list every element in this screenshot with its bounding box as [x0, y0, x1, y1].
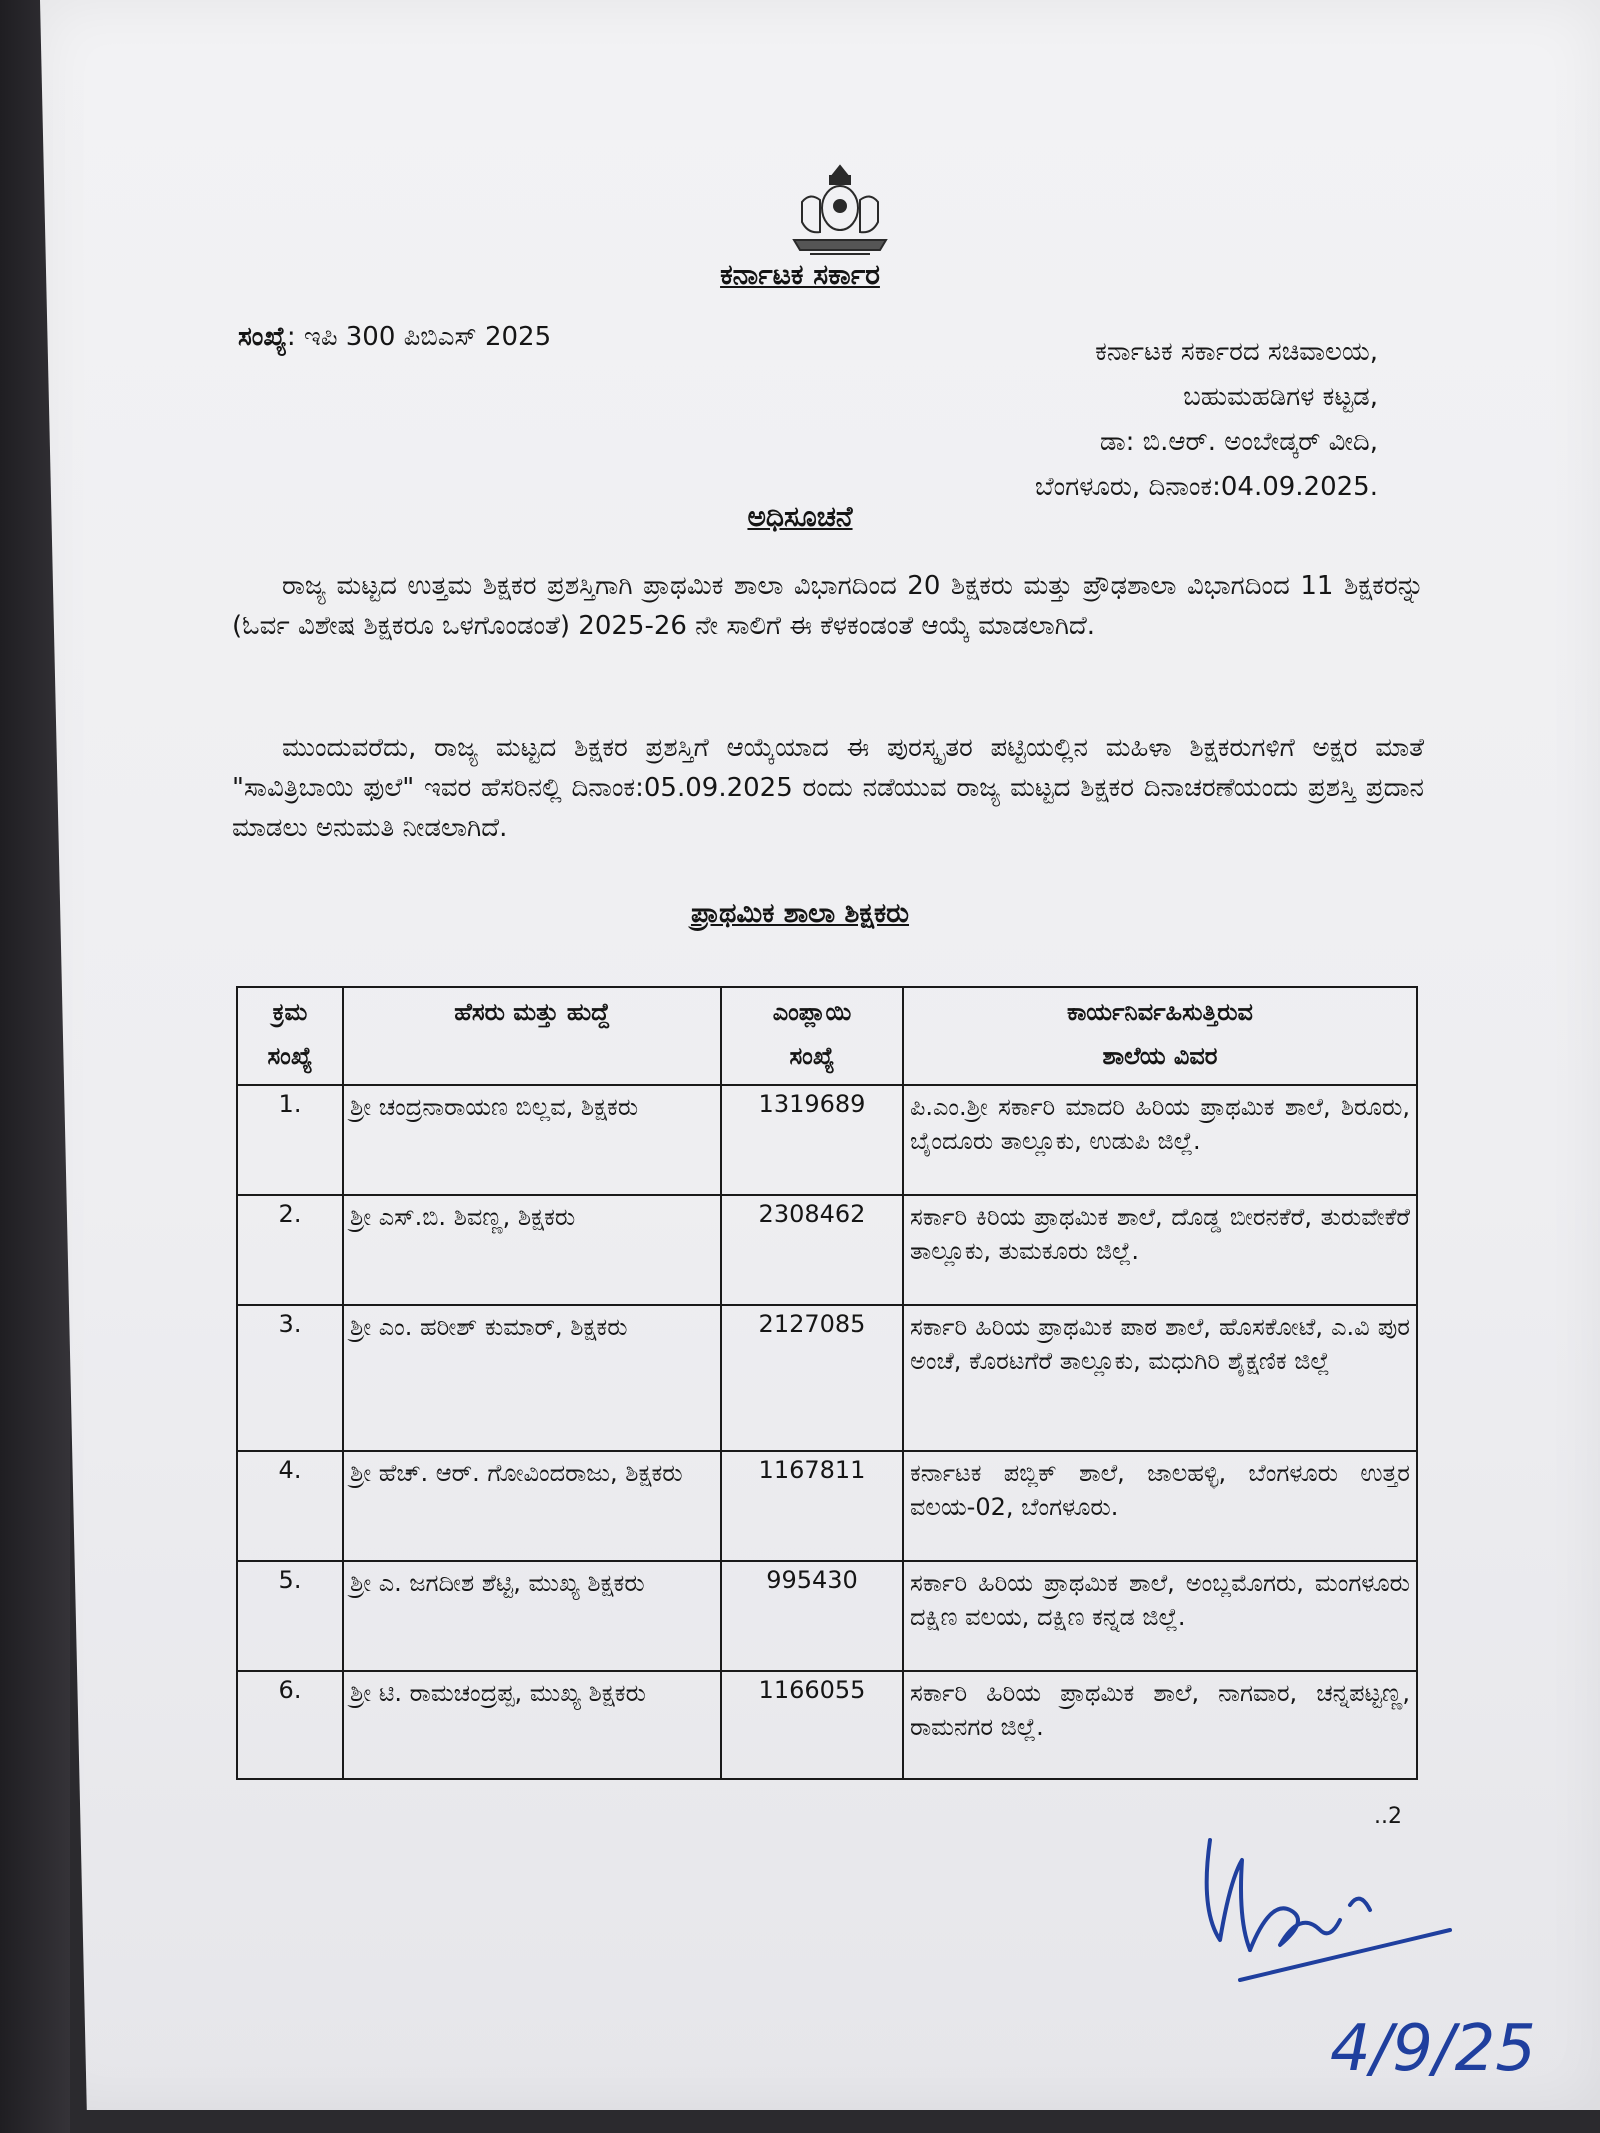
header-school: ಕಾರ್ಯನಿರ್ವಹಿಸುತ್ತಿರುವ ಶಾಲೆಯ ವಿವರ — [903, 987, 1417, 1085]
serial-cell: 4. — [237, 1451, 343, 1561]
notification-paragraph-1: ರಾಜ್ಯ ಮಟ್ಟದ ಉತ್ತಮ ಶಿಕ್ಷಕರ ಪ್ರಶಸ್ತಿಗಾಗಿ ಪ್ರಾಥಮಿಕ ಶಾಲಾ ವಿಭಾಗದಿಂದ 20 ಶಿಕ್ಷಕರು ಮತ್ತು ಪ್ರೌಢಶಾಲಾ ವಿಭಾಗದಿಂದ 11 ಶಿಕ್ಷಕರನ್ನು (ಓರ್ವ ವಿಶೇಷ ಶಿಕ್ಷಕರೂ ಒಳಗೊಂಡಂತೆ) 2025-26 ನೇ ಸಾಲಿಗೆ ಈ ಕೆಳಕಂಡಂತೆ ಆಯ್ಕೆ ಮಾಡಲಾಗಿದೆ. — [232, 571, 1424, 641]
table-row — [237, 1451, 1417, 1561]
employee-no-cell: 1319689 — [721, 1085, 903, 1195]
employee-no-cell: 2308462 — [721, 1195, 903, 1305]
address-line: ಬಹುಮಹಡಿಗಳ ಕಟ್ಟಡ, — [1183, 382, 1378, 412]
name-cell: ಶ್ರೀ ಹೆಚ್. ಆರ್. ಗೋವಿಂದರಾಜು, ಶಿಕ್ಷಕರು — [343, 1451, 721, 1561]
serial-cell: 3. — [237, 1305, 343, 1451]
notification-title: ಅಧಿಸೂಚನೆ — [747, 500, 853, 533]
school-cell: ಪಿ.ಎಂ.ಶ್ರೀ ಸರ್ಕಾರಿ ಮಾದರಿ ಹಿರಿಯ ಪ್ರಾಥಮಿಕ ಶಾಲೆ, ಶಿರೂರು, ಬೈಂದೂರು ತಾಲ್ಲೂಕು, ಉಡುಪಿ ಜಿಲ್ಲೆ. — [903, 1085, 1417, 1195]
table-row — [237, 1561, 1417, 1671]
serial-cell: 2. — [237, 1195, 343, 1305]
name-cell: ಶ್ರೀ ಎ. ಜಗದೀಶ ಶೆಟ್ಟಿ, ಮುಖ್ಯ ಶಿಕ್ಷಕರು — [343, 1561, 721, 1671]
handwritten-signature — [1180, 1820, 1536, 2120]
employee-no-cell: 1166055 — [721, 1671, 903, 1779]
employee-no-cell: 995430 — [721, 1561, 903, 1671]
table-row — [237, 1305, 1417, 1451]
school-cell: ಸರ್ಕಾರಿ ಹಿರಿಯ ಪ್ರಾಥಮಿಕ ಶಾಲೆ, ಅಂಬ್ಲಮೊಗರು, ಮಂಗಳೂರು ದಕ್ಷಿಣ ವಲಯ, ದಕ್ಷಿಣ ಕನ್ನಡ ಜಿಲ್ಲೆ. — [903, 1561, 1417, 1671]
page-continuation: ..2 — [1374, 1804, 1402, 1829]
name-cell: ಶ್ರೀ ಚಂದ್ರನಾರಾಯಣ ಬಿಲ್ಲವ, ಶಿಕ್ಷಕರು — [343, 1085, 721, 1195]
table-row — [237, 1195, 1417, 1305]
reference-value: : ಇಪಿ 300 ಪಿಬಿಎಸ್ 2025 — [286, 322, 552, 352]
section-title: ಪ್ರಾಥಮಿಕ ಶಾಲಾ ಶಿಕ್ಷಕರು — [690, 898, 910, 929]
state-emblem-icon — [780, 162, 900, 262]
serial-cell: 5. — [237, 1561, 343, 1671]
reference-number — [238, 322, 551, 353]
table-header-row — [237, 987, 1417, 1085]
header-employee-no: ಎಂಪ್ಲಾಯಿ ಸಂಖ್ಯೆ — [721, 987, 903, 1085]
serial-cell: 6. — [237, 1671, 343, 1779]
government-title: ಕರ್ನಾಟಕ ಸರ್ಕಾರ — [720, 258, 880, 291]
address-date-line: ಬೆಂಗಳೂರು, ದಿನಾಂಕ:04.09.2025. — [1034, 472, 1378, 502]
serial-cell: 1. — [237, 1085, 343, 1195]
office-address — [1035, 330, 1378, 510]
address-line: ಡಾ: ಬಿ.ಆರ್. ಅಂಬೇಡ್ಕರ್ ವೀದಿ, — [1099, 427, 1378, 457]
reference-label: ಸಂಖ್ಯೆ — [238, 322, 287, 352]
school-cell: ಸರ್ಕಾರಿ ಹಿರಿಯ ಪ್ರಾಥಮಿಕ ಪಾಠ ಶಾಲೆ, ಹೊಸಕೋಟೆ, ಎ.ವಿ ಪುರ ಅಂಚೆ, ಕೊರಟಗೆರೆ ತಾಲ್ಲೂಕು, ಮಧುಗಿರಿ ಶೈಕ್ಷಣಿಕ ಜಿಲ್ಲೆ — [903, 1305, 1417, 1451]
name-cell: ಶ್ರೀ ಎಸ್.ಬಿ. ಶಿವಣ್ಣ, ಶಿಕ್ಷಕರು — [343, 1195, 721, 1305]
table-row — [237, 1085, 1417, 1195]
employee-no-cell: 2127085 — [721, 1305, 903, 1451]
header-name: ಹೆಸರು ಮತ್ತು ಹುದ್ದೆ — [343, 987, 721, 1085]
teachers-table — [236, 986, 1418, 1780]
table-row — [237, 1671, 1417, 1779]
school-cell: ಕರ್ನಾಟಕ ಪಬ್ಲಿಕ್ ಶಾಲೆ, ಜಾಲಹಳ್ಳಿ, ಬೆಂಗಳೂರು ಉತ್ತರ ವಲಯ-02, ಬೆಂಗಳೂರು. — [903, 1451, 1417, 1561]
name-cell: ಶ್ರೀ ಟಿ. ರಾಮಚಂದ್ರಪ್ಪ, ಮುಖ್ಯ ಶಿಕ್ಷಕರು — [343, 1671, 721, 1779]
school-cell: ಸರ್ಕಾರಿ ಕಿರಿಯ ಪ್ರಾಥಮಿಕ ಶಾಲೆ, ದೊಡ್ಡ ಬೀರನಕೆರೆ, ತುರುವೇಕೆರೆ ತಾಲ್ಲೂಕು, ತುಮಕೂರು ಜಿಲ್ಲೆ. — [903, 1195, 1417, 1305]
address-line: ಕರ್ನಾಟಕ ಸರ್ಕಾರದ ಸಚಿವಾಲಯ, — [1095, 337, 1378, 367]
notification-paragraph-2: ಮುಂದುವರೆದು, ರಾಜ್ಯ ಮಟ್ಟದ ಶಿಕ್ಷಕರ ಪ್ರಶಸ್ತಿಗೆ ಆಯ್ಕೆಯಾದ ಈ ಪುರಸ್ಕೃತರ ಪಟ್ಟಿಯಲ್ಲಿನ ಮಹಿಳಾ ಶಿಕ್ಷಕರುಗಳಿಗೆ ಅಕ್ಷರ ಮಾತೆ "ಸಾವಿತ್ರಿಬಾಯಿ ಫುಲೆ" ಇವರ ಹೆಸರಿನಲ್ಲಿ ದಿನಾಂಕ:05.09.2025 ರಂದು ನಡೆಯುವ ರಾಜ್ಯ ಮಟ್ಟದ ಶಿಕ್ಷಕರ ದಿನಾಚರಣೆಯಂದು ಪ್ರಶಸ್ತಿ ಪ್ರದಾನ ಮಾಡಲು ಅನುಮತಿ ನೀಡಲಾಗಿದೆ. — [232, 733, 1424, 843]
employee-no-cell: 1167811 — [721, 1451, 903, 1561]
signature-date: 4/9/25 — [1330, 2012, 1536, 2086]
school-cell: ಸರ್ಕಾರಿ ಹಿರಿಯ ಪ್ರಾಥಮಿಕ ಶಾಲೆ, ನಾಗವಾರ, ಚನ್ನಪಟ್ಟಣ್ಣ, ರಾಮನಗರ ಜಿಲ್ಲೆ. — [903, 1671, 1417, 1779]
header-serial: ಕ್ರಮ ಸಂಖ್ಯೆ — [237, 987, 343, 1085]
name-cell: ಶ್ರೀ ಎಂ. ಹರೀಶ್ ಕುಮಾರ್, ಶಿಕ್ಷಕರು — [343, 1305, 721, 1451]
